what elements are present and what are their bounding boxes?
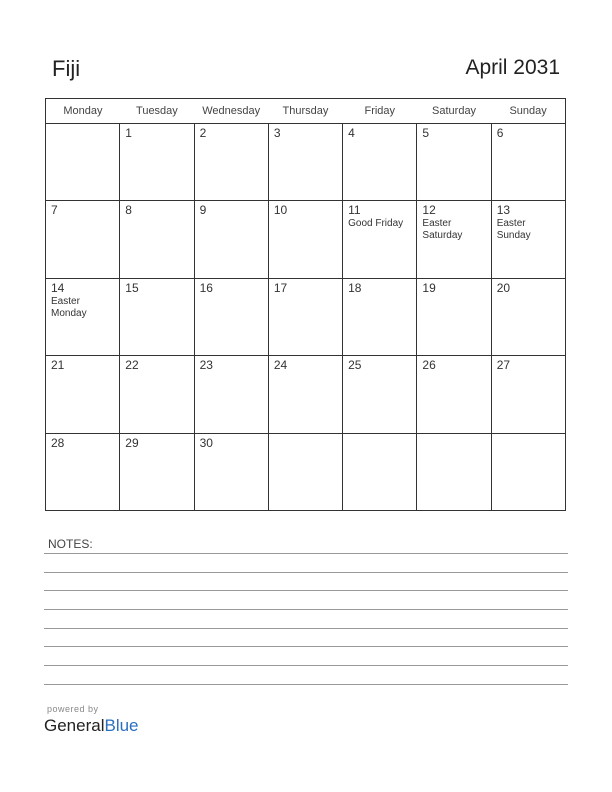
note-line [44, 553, 568, 554]
day-cell[interactable] [343, 356, 417, 433]
calendar-week-row [46, 433, 566, 510]
day-cell[interactable] [268, 124, 342, 201]
day-number: 30 [199, 435, 213, 450]
weekday-sunday: Sunday [491, 99, 565, 124]
day-cell[interactable] [491, 124, 565, 201]
day-cell[interactable] [46, 433, 120, 510]
calendar-grid [45, 98, 566, 511]
day-cell[interactable] [343, 124, 417, 201]
day-number: 20 [496, 280, 511, 295]
day-number: 19 [422, 280, 436, 295]
note-line [44, 628, 568, 629]
day-cell[interactable] [268, 433, 342, 510]
day-cell[interactable] [46, 356, 120, 433]
day-cell[interactable] [417, 278, 491, 355]
day-number: 15 [125, 280, 139, 295]
day-cell[interactable] [46, 278, 120, 355]
note-line [44, 665, 568, 666]
holiday-label: Good Friday [348, 218, 404, 230]
day-number: 17 [273, 280, 288, 295]
day-number: 12 [422, 203, 436, 218]
day-number: 27 [496, 358, 511, 373]
day-cell[interactable] [120, 201, 194, 278]
day-cell[interactable] [417, 124, 491, 201]
note-line [44, 590, 568, 591]
generalblue-logo[interactable] [44, 716, 139, 736]
day-cell[interactable] [343, 433, 417, 510]
day-cell[interactable] [194, 278, 268, 355]
holiday-label: Easter Monday [51, 295, 87, 319]
note-line [44, 572, 568, 573]
calendar-week-row [46, 201, 566, 278]
day-cell[interactable] [491, 278, 565, 355]
day-cell[interactable] [120, 356, 194, 433]
day-cell[interactable] [417, 356, 491, 433]
day-number: 24 [273, 358, 288, 373]
day-number: 21 [51, 358, 65, 373]
day-number: 6 [496, 126, 504, 140]
brand-blue-text: Blue [104, 716, 139, 735]
day-number: 1 [125, 126, 132, 140]
day-cell[interactable] [194, 356, 268, 433]
calendar-week-row [46, 124, 566, 201]
brand-general-text: General [44, 716, 105, 735]
day-cell[interactable] [120, 124, 194, 201]
day-cell[interactable] [343, 278, 417, 355]
holiday-label: Easter Saturday [422, 218, 463, 242]
powered-by-text: powered by [47, 704, 99, 714]
day-number: 29 [125, 435, 139, 450]
calendar-body [46, 124, 566, 511]
day-cell[interactable] [46, 201, 120, 278]
country-title: Fiji [52, 56, 81, 81]
calendar-week-row [46, 356, 566, 433]
day-number: 14 [51, 280, 65, 295]
day-cell[interactable] [194, 201, 268, 278]
day-number: 7 [51, 203, 58, 218]
day-cell[interactable] [417, 433, 491, 510]
day-number: 18 [348, 280, 362, 295]
day-number: 5 [422, 126, 430, 140]
day-number: 28 [51, 435, 65, 450]
weekday-saturday: Saturday [417, 99, 491, 124]
day-cell[interactable] [46, 124, 120, 201]
weekday-friday: Friday [343, 99, 417, 124]
day-number: 22 [125, 358, 139, 373]
day-cell[interactable] [491, 201, 565, 278]
day-number: 2 [199, 126, 207, 140]
month-title: April 2031 [465, 56, 560, 79]
day-number: 13 [496, 203, 511, 218]
weekday-tuesday: Tuesday [120, 99, 194, 124]
day-cell[interactable] [491, 356, 565, 433]
weekday-wednesday: Wednesday [194, 99, 268, 124]
day-number: 10 [273, 203, 288, 218]
weekday-monday: Monday [46, 99, 120, 124]
note-line [44, 609, 568, 610]
day-number: 4 [348, 126, 355, 140]
day-number: 8 [125, 203, 132, 218]
day-number: 23 [199, 358, 213, 373]
day-number: 26 [422, 358, 436, 373]
calendar-week-row [46, 278, 566, 355]
holiday-label: Easter Sunday [496, 218, 531, 242]
weekday-header-row [46, 99, 566, 124]
day-number: 11 [348, 203, 361, 218]
day-cell[interactable] [194, 124, 268, 201]
day-cell[interactable] [491, 433, 565, 510]
day-number: 16 [199, 280, 213, 295]
notes-label: NOTES: [48, 537, 93, 551]
day-cell[interactable] [268, 278, 342, 355]
note-line [44, 646, 568, 647]
note-line [44, 684, 568, 685]
day-number: 3 [273, 126, 281, 140]
day-cell[interactable] [120, 433, 194, 510]
day-cell[interactable] [194, 433, 268, 510]
day-cell[interactable] [268, 356, 342, 433]
day-cell[interactable] [120, 278, 194, 355]
day-cell[interactable] [417, 201, 491, 278]
day-number: 9 [199, 203, 207, 218]
day-cell[interactable] [343, 201, 417, 278]
weekday-thursday: Thursday [268, 99, 342, 124]
day-number: 25 [348, 358, 362, 373]
day-cell[interactable] [268, 201, 342, 278]
